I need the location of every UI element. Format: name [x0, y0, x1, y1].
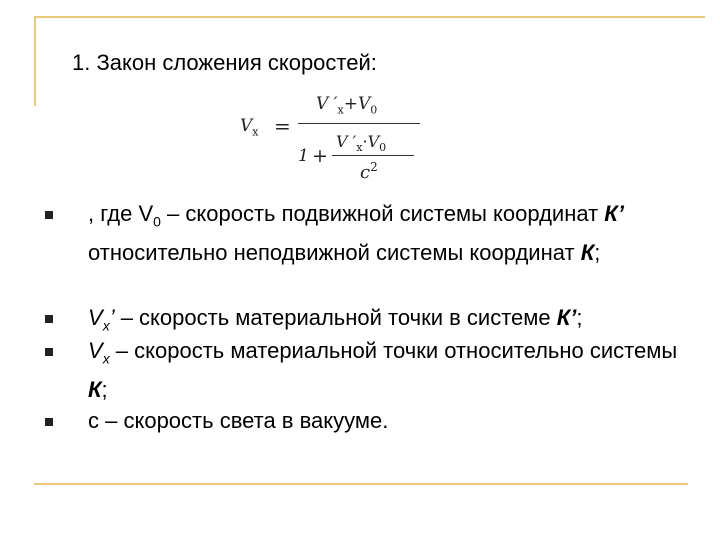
- bottom-border-line: [34, 483, 688, 485]
- formula-inner-fraction-bar: [332, 155, 414, 156]
- bullet-marker: [45, 315, 53, 323]
- top-border-line: [34, 16, 705, 18]
- formula-inner-denominator: $c^2$: [360, 160, 378, 183]
- formula-denominator-plus: +: [312, 145, 328, 167]
- list-item: , где $V_0$ – скорость подвижной системы координат К’ относительно неподвижной системы координат К;: [88, 201, 624, 266]
- left-border-line: [34, 16, 36, 106]
- formula-denominator-one: 1: [298, 146, 309, 166]
- slide-title: 1. Закон сложения скоростей:: [72, 50, 377, 75]
- formula-equals: =: [274, 114, 291, 138]
- formula-numerator: V $'_x+V_0$: [316, 94, 378, 117]
- list-item: $V_x$ – скорость материальной точки относительно системы К;: [88, 338, 678, 403]
- bullet-marker: [45, 348, 53, 356]
- bullet-marker: [45, 418, 53, 426]
- formula-lhs: $V_x$: [240, 116, 259, 139]
- list-item: с – скорость света в вакууме.: [88, 408, 389, 433]
- formula-fraction-bar: [298, 123, 420, 124]
- formula-inner-numerator: V $'_x\cdot V_0$: [336, 132, 387, 155]
- bullet-marker: [45, 211, 53, 219]
- list-item: $V_x$’ – скорость материальной точки в системе К’;: [88, 305, 583, 334]
